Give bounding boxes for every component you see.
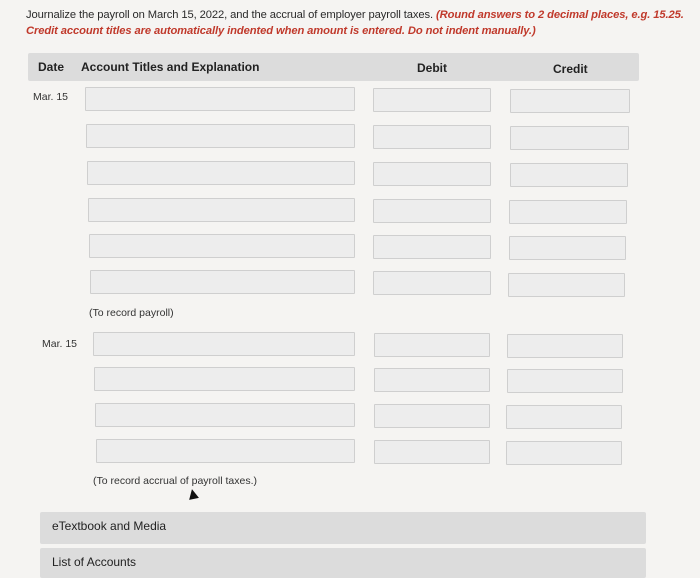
header-account: Account Titles and Explanation	[81, 60, 260, 74]
header-debit: Debit	[417, 61, 447, 75]
entry1-debit-field-3[interactable]	[373, 162, 491, 186]
rounding-note: (Round answers to 2 decimal places, e.g. 15.25.	[436, 9, 684, 21]
entry1-credit-field-2[interactable]	[510, 126, 629, 150]
mouse-cursor-icon	[187, 488, 199, 500]
entry2-account-field-4[interactable]	[96, 439, 355, 463]
instructions-text: Journalize the payroll on March 15, 2022, and the accrual of employer payroll taxes.	[26, 9, 437, 21]
header-credit: Credit	[553, 62, 588, 76]
entry1-credit-field-4[interactable]	[509, 200, 627, 224]
entry2-account-field-2[interactable]	[94, 367, 355, 391]
journal-header	[28, 53, 639, 81]
entry2-date: Mar. 15	[42, 338, 78, 350]
entry1-credit-field-1[interactable]	[510, 89, 630, 113]
entry1-account-field-6[interactable]	[90, 270, 355, 294]
entry1-debit-field-2[interactable]	[373, 125, 491, 149]
entry1-debit-field-4[interactable]	[373, 199, 491, 223]
instructions	[26, 7, 686, 39]
entry2-debit-field-3[interactable]	[374, 404, 490, 428]
entry1-note: (To record payroll)	[89, 307, 174, 319]
entry2-credit-field-2[interactable]	[507, 369, 623, 393]
entry1-debit-field-6[interactable]	[373, 271, 491, 295]
entry1-account-field-1[interactable]	[85, 87, 355, 111]
header-date: Date	[38, 60, 65, 74]
indent-note: Credit account titles are automatically indented when amount is entered. Do not indent manually.)	[26, 25, 536, 37]
entry2-credit-field-3[interactable]	[506, 405, 622, 429]
entry2-credit-field-1[interactable]	[507, 334, 623, 358]
etextbook-panel[interactable]	[40, 512, 646, 544]
entry1-credit-field-3[interactable]	[510, 163, 628, 187]
list-of-accounts-label: List of Accounts	[52, 555, 137, 569]
entry2-account-field-3[interactable]	[95, 403, 355, 427]
entry2-debit-field-4[interactable]	[374, 440, 490, 464]
entry1-credit-field-5[interactable]	[509, 236, 626, 260]
entry1-account-field-3[interactable]	[87, 161, 355, 185]
entry1-debit-field-1[interactable]	[373, 88, 491, 112]
entry1-account-field-5[interactable]	[89, 234, 355, 258]
entry2-note: (To record accrual of payroll taxes.)	[93, 475, 257, 487]
entry2-debit-field-2[interactable]	[374, 368, 490, 392]
list-of-accounts-panel[interactable]	[40, 548, 646, 578]
entry1-date: Mar. 15	[33, 91, 69, 103]
etextbook-label: eTextbook and Media	[52, 519, 167, 533]
entry2-account-field-1[interactable]	[93, 332, 355, 356]
entry2-credit-field-4[interactable]	[506, 441, 622, 465]
entry1-debit-field-5[interactable]	[373, 235, 491, 259]
entry1-credit-field-6[interactable]	[508, 273, 625, 297]
entry1-account-field-2[interactable]	[86, 124, 355, 148]
entry2-debit-field-1[interactable]	[374, 333, 490, 357]
entry1-account-field-4[interactable]	[88, 198, 355, 222]
